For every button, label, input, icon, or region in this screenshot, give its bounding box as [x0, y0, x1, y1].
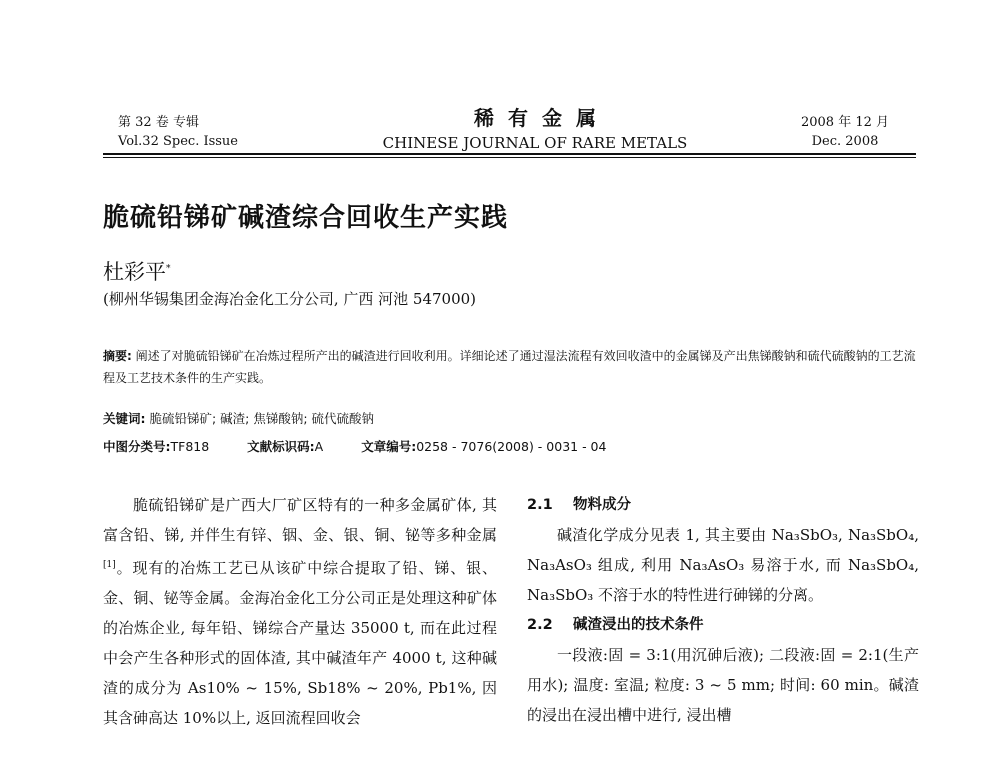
- citation-ref[interactable]: [1]: [103, 560, 116, 570]
- section-title: 物料成分: [573, 497, 631, 513]
- clc-value: TF818: [170, 439, 210, 454]
- header-rule-thin: [103, 157, 916, 158]
- intro-text-1: 脆硫铅锑矿是广西大厂矿区特有的一种多金属矿体, 其富含铅、锑, 并伴生有锌、铟、金、银、铜、铋等多种金属: [103, 496, 497, 544]
- article-number-value: 0258 - 7076(2008) - 0031 - 04: [416, 439, 607, 454]
- abstract: [103, 345, 919, 389]
- abstract-text: 阐述了对脆硫铅锑矿在冶炼过程所产出的碱渣进行回收利用。详细论述了通过湿法流程有效回收渣中的金属锑及产出焦锑酸钠和硫代硫酸钠的工艺流程及工艺技术条件的生产实践。: [103, 349, 916, 385]
- article-title: 脆硫铅锑矿碱渣综合回收生产实践: [103, 203, 509, 233]
- section-title: 碱渣浸出的技术条件: [573, 617, 704, 633]
- section-2-1-text: 碱渣化学成分见表 1, 其主要由 Na₃SbO₃, Na₃SbO₄, Na₃AsO₃ 组成, 利用 Na₃AsO₃ 易溶于水, 而 Na₃SbO₄, Na₃SbO₃ 不溶于水的特性进行砷锑的分离。: [527, 526, 919, 604]
- journal-name-cn: 稀有金属: [474, 106, 610, 130]
- doc-code-value: A: [314, 439, 324, 454]
- body-column-left: [103, 490, 497, 733]
- keywords-label: 关键词:: [103, 411, 146, 426]
- journal-name: [370, 102, 700, 152]
- journal-volume-cn: 第 32 卷 专辑: [118, 115, 199, 130]
- abstract-label: 摘要:: [103, 349, 132, 363]
- header-rule-thick: [103, 153, 916, 155]
- author-mark: *: [166, 264, 171, 274]
- intro-text-2: 。现有的冶炼工艺已从该矿中综合提取了铅、锑、银、金、铜、铋等金属。金海冶金化工分公司正是处理这种矿体的冶炼企业, 每年铅、锑综合产量达 35000 t, 而在此过程中会产生各种形式的固体渣, 其中碱渣年产 4000 t, 这种碱渣的成分为 As10% ~ 15%, Sb18% ~ 20%, Pb1%, 因其含砷高达 10%以上, 返回流程回收会: [103, 559, 497, 727]
- body-column-right: [527, 490, 919, 730]
- article-number-label: 文章编号:: [361, 439, 417, 454]
- journal-date-en: Dec. 2008: [811, 134, 879, 149]
- clc-label: 中图分类号:: [103, 439, 171, 454]
- keywords: [103, 409, 374, 427]
- section-number: 2.1: [527, 497, 553, 513]
- section-heading-2-2: [527, 610, 919, 640]
- journal-date-cn: 2008 年 12 月: [800, 115, 890, 130]
- section-2-2-text: 一段液:固 = 3:1(用沉砷后液); 二段液:固 = 2:1(生产用水); 温度: 室温; 粒度: 3 ~ 5 mm; 时间: 60 min。碱渣的浸出在浸出槽中进行, 浸出槽: [527, 646, 919, 724]
- author-name: 杜彩平: [103, 260, 166, 284]
- journal-date: [770, 113, 920, 151]
- section-heading-2-1: [527, 490, 919, 520]
- keywords-text: 脆硫铅锑矿; 碱渣; 焦锑酸钠; 硫代硫酸钠: [149, 411, 375, 426]
- intro-paragraph: [103, 490, 497, 733]
- section-number: 2.2: [527, 617, 553, 633]
- author-affiliation: (柳州华锡集团金海冶金化工分公司, 广西 河池 547000): [103, 290, 477, 308]
- journal-volume-en: Vol.32 Spec. Issue: [118, 134, 238, 149]
- article-classification: [103, 437, 606, 455]
- doc-code-label: 文献标识码:: [247, 439, 315, 454]
- article-author: [103, 256, 171, 286]
- journal-name-en: CHINESE JOURNAL OF RARE METALS: [382, 134, 688, 152]
- journal-volume: [118, 113, 238, 151]
